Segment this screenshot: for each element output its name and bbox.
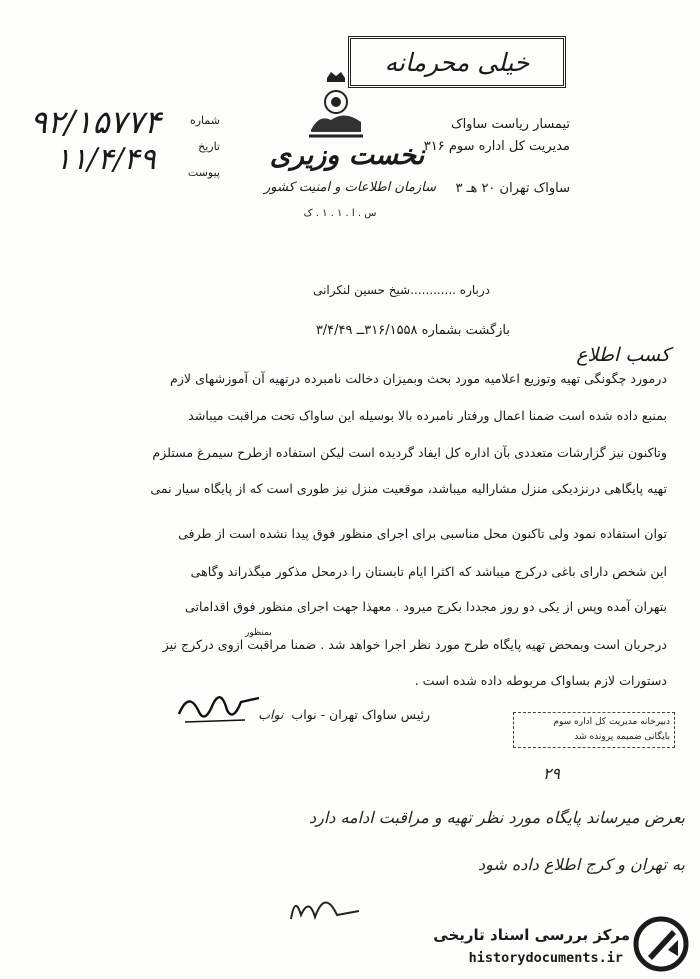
body-line: بمنبع داده شده است ضمنا اعمال ورفتار نامبرده بالا بوسیله این ساواک تحت مراقبت میباشد bbox=[188, 408, 667, 423]
handwritten-note: به تهران و کرج اطلاع داده شود bbox=[477, 855, 685, 874]
signatory-title: رئیس ساواک تهران - نواب bbox=[291, 707, 430, 722]
body-line: این شخص دارای باغی درکرج میباشد که اکثرا ایام تابستان را درمحل مذکور میگذراند وگاهی bbox=[190, 564, 667, 579]
org-code: س . ا . ۱ . ۱ . ک bbox=[303, 208, 377, 219]
label-attachment: پیوست bbox=[187, 166, 220, 179]
recipient-line-1: تیمسار ریاست ساواک bbox=[450, 117, 570, 132]
signatory-mark: نواب bbox=[258, 707, 284, 722]
org-title: نخست وزیری bbox=[269, 140, 425, 171]
inserted-word: بمنظور bbox=[245, 628, 272, 638]
salutation: کسب اطلاع bbox=[576, 344, 670, 366]
label-date: تاریخ bbox=[198, 140, 220, 153]
body-line bbox=[35, 628, 667, 654]
body-line: بتهران آمده وپس از یکی دو روز مجددا بکرج میرود . معهذا جهت اجرای منظور فوق اقداماتی bbox=[185, 599, 667, 614]
recipient-line-2: مدیریت کل اداره سوم ۳۱۶ bbox=[423, 139, 570, 154]
body-line: درمورد چگونگی تهیه وتوزیع اعلامیه مورد بحث وبمیزان دخالت نامبرده درتهیه آن آموزشهای لازم bbox=[170, 371, 667, 386]
stamp-line-2: بایگانی ضمیمه پرونده شد bbox=[574, 732, 670, 742]
stamp-line-1: دبیرخانه مدیریت کل اداره سوم bbox=[553, 717, 670, 727]
recipient-line-3: ساواک تهران ۲۰ هـ ۳ bbox=[455, 181, 570, 196]
meta-labels bbox=[180, 108, 220, 186]
watermark-title: مرکز بررسی اسناد تاریخی bbox=[433, 926, 630, 944]
watermark-url: historydocuments.ir bbox=[468, 950, 623, 966]
body-line: وتاکنون نیز گزارشات متعددی بآن اداره کل ایفاد گردیده است لیکن استفاده ازطرح سیمرغ مستلزم bbox=[152, 445, 667, 460]
handwritten-flourish bbox=[285, 885, 365, 925]
handwritten-number: ۲۹ bbox=[542, 764, 560, 783]
reference-line: بازگشت بشماره ۳۱۶/۱۵۵۸ــ ۳/۴/۴۹ bbox=[315, 323, 510, 338]
archive-logo-icon bbox=[632, 916, 690, 972]
body-line-text: درجریان است وبمحض تهیه پایگاه طرح مورد نظر اجرا خواهد شد . ضمنا مراقبت ازوی درکرج نیز bbox=[162, 637, 667, 652]
classification-stamp: خیلی محرمانه bbox=[348, 36, 566, 88]
subject-line: درباره ............شیخ حسین لنکرانی bbox=[313, 283, 490, 297]
signature-line bbox=[140, 707, 430, 722]
label-number: شماره bbox=[189, 114, 220, 127]
letter-date: ۱۱/۴/۴۹ bbox=[55, 142, 156, 177]
org-subtitle: سازمان اطلاعات و امنیت کشور bbox=[263, 180, 437, 195]
letter-number: ۹۲/۱۵۷۷۴ bbox=[30, 103, 162, 141]
body-line: توان استفاده نمود ولی تاکنون محل مناسبی برای اجرای منظور فوق پیدا نشده است از طرفی bbox=[178, 526, 667, 541]
body-line: دستورات لازم بساواک مربوطه داده شده است . bbox=[414, 673, 667, 688]
filing-stamp bbox=[513, 712, 675, 748]
handwritten-note: بعرض میرساند پایگاه مورد نظر تهیه و مراقبت ادامه دارد bbox=[308, 808, 685, 827]
body-line: تهیه پایگاهی درنزدیکی منزل مشارالیه میباشد، موقعیت منزل نیز طوری است که از پایگاه سیار نمی bbox=[150, 481, 667, 496]
